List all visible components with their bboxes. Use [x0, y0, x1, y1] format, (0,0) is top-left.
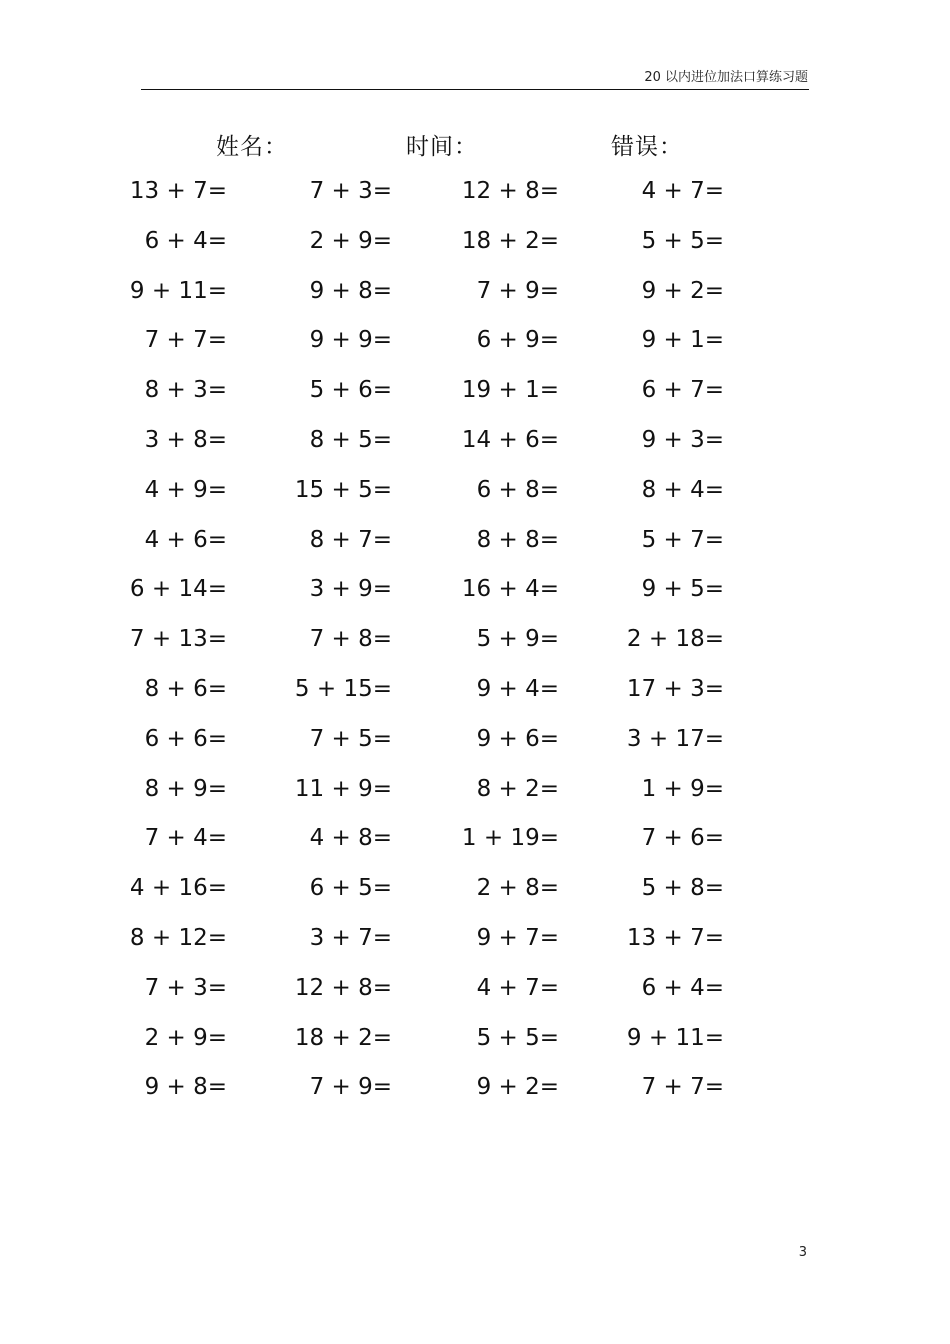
- problem-item: 4 + 16=: [129, 875, 227, 902]
- problem-item: 8 + 12=: [129, 925, 227, 951]
- problem-item: 18 + 2=: [294, 1024, 392, 1051]
- problem-item: 7 + 7=: [641, 1074, 724, 1101]
- problem-item: 9 + 7=: [476, 925, 559, 951]
- problem-item: 8 + 9=: [144, 775, 227, 802]
- problem-item: 9 + 8=: [144, 1074, 227, 1101]
- name-field-label: 姓名：: [216, 134, 288, 160]
- problem-item: 3 + 17=: [626, 725, 724, 752]
- problem-item: 9 + 11=: [129, 277, 227, 304]
- problem-item: 16 + 4=: [461, 576, 559, 603]
- problem-item: 15 + 5=: [294, 476, 392, 503]
- problem-item: 6 + 4=: [641, 974, 724, 1001]
- problem-item: 7 + 3=: [309, 178, 392, 204]
- problem-item: 4 + 8=: [309, 825, 392, 852]
- problem-item: 7 + 5=: [309, 725, 392, 752]
- problem-item: 4 + 7=: [641, 178, 724, 204]
- problem-item: 4 + 9=: [144, 476, 227, 503]
- problem-item: 13 + 7=: [129, 178, 227, 204]
- problem-item: 2 + 18=: [626, 626, 724, 653]
- problem-item: 5 + 15=: [294, 676, 392, 702]
- problem-item: 9 + 9=: [309, 327, 392, 354]
- problem-item: 6 + 9=: [476, 327, 559, 354]
- problem-item: 5 + 7=: [641, 526, 724, 553]
- problem-item: 7 + 6=: [641, 825, 724, 852]
- problem-item: 2 + 8=: [476, 875, 559, 902]
- problem-item: 5 + 8=: [641, 875, 724, 902]
- problem-item: 3 + 8=: [144, 427, 227, 453]
- problem-item: 7 + 4=: [144, 825, 227, 852]
- problem-item: 19 + 1=: [461, 377, 559, 404]
- problem-item: 5 + 5=: [641, 227, 724, 254]
- problem-item: 8 + 4=: [641, 476, 724, 503]
- problem-item: 8 + 6=: [144, 676, 227, 702]
- problem-item: 4 + 6=: [144, 526, 227, 553]
- problem-item: 7 + 3=: [144, 974, 227, 1001]
- problem-item: 1 + 9=: [641, 775, 724, 802]
- time-field-label: 时间：: [406, 134, 478, 160]
- problem-item: 1 + 19=: [461, 825, 559, 852]
- problem-item: 7 + 13=: [129, 626, 227, 653]
- problem-item: 5 + 9=: [476, 626, 559, 653]
- problem-item: 6 + 5=: [309, 875, 392, 902]
- problem-item: 9 + 2=: [641, 277, 724, 304]
- problem-item: 8 + 7=: [309, 526, 392, 553]
- problem-item: 6 + 8=: [476, 476, 559, 503]
- problem-item: 2 + 9=: [144, 1024, 227, 1051]
- problem-item: 12 + 8=: [294, 974, 392, 1001]
- problem-item: 17 + 3=: [626, 676, 724, 702]
- header-title: 20 以内进位加法口算练习题: [644, 70, 808, 85]
- page-number: 3: [798, 1245, 807, 1260]
- errors-field-label: 错误：: [611, 134, 683, 160]
- problem-item: 6 + 4=: [144, 227, 227, 254]
- problem-item: 3 + 7=: [309, 925, 392, 951]
- problem-item: 9 + 1=: [641, 327, 724, 354]
- problem-item: 9 + 4=: [476, 676, 559, 702]
- problem-item: 2 + 9=: [309, 227, 392, 254]
- problem-item: 9 + 2=: [476, 1074, 559, 1101]
- problem-item: 3 + 9=: [309, 576, 392, 603]
- problem-item: 13 + 7=: [626, 925, 724, 951]
- problem-item: 5 + 6=: [309, 377, 392, 404]
- problem-item: 14 + 6=: [461, 427, 559, 453]
- problem-item: 6 + 14=: [129, 576, 227, 603]
- problem-item: 7 + 8=: [309, 626, 392, 653]
- problem-item: 11 + 9=: [294, 775, 392, 802]
- problem-item: 6 + 6=: [144, 725, 227, 752]
- problem-item: 9 + 3=: [641, 427, 724, 453]
- problem-item: 18 + 2=: [461, 227, 559, 254]
- problem-item: 4 + 7=: [476, 974, 559, 1001]
- problem-item: 8 + 2=: [476, 775, 559, 802]
- problem-item: 9 + 5=: [641, 576, 724, 603]
- problem-item: 9 + 11=: [626, 1024, 724, 1051]
- problem-item: 7 + 7=: [144, 327, 227, 354]
- problem-item: 8 + 5=: [309, 427, 392, 453]
- problem-item: 6 + 7=: [641, 377, 724, 404]
- problem-item: 9 + 6=: [476, 725, 559, 752]
- problem-item: 5 + 5=: [476, 1024, 559, 1051]
- problem-item: 9 + 8=: [309, 277, 392, 304]
- problem-item: 8 + 3=: [144, 377, 227, 404]
- problem-item: 8 + 8=: [476, 526, 559, 553]
- problem-item: 7 + 9=: [476, 277, 559, 304]
- problem-item: 7 + 9=: [309, 1074, 392, 1101]
- problem-item: 12 + 8=: [461, 178, 559, 204]
